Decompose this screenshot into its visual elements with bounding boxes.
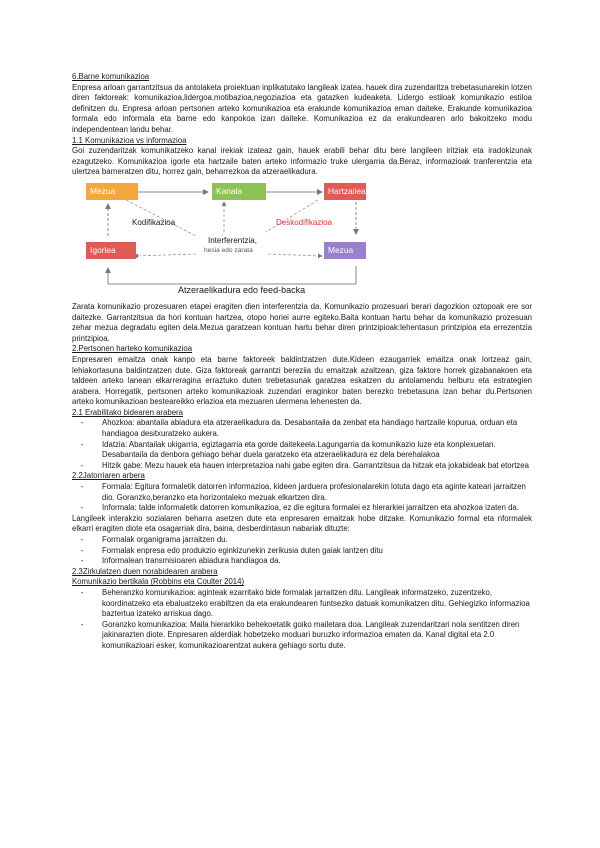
heading-2-3: 2.3Zirkulatzen duen norabidearen arabera [72, 566, 218, 576]
box-mezua-bottom [324, 242, 366, 259]
communication-diagram [86, 180, 366, 298]
list-item: - Informala: talde informaletik datorren komunikazioa, ez die egitura formalei ez hierarkiei jarraitzen eta ahozkoa izaten da. [80, 503, 519, 513]
box-hartzailea-label: Hartzailea [328, 185, 366, 196]
box-kanala [212, 183, 266, 200]
document-page [72, 72, 532, 652]
label-hesia: hesia edo zarata [204, 246, 253, 254]
label-interferentzia: Interferentzia, [208, 235, 257, 245]
intro-paragraph: Enpresa arloan garrantzitsua da antolaketa proiektuan inplikatutako langileak izatea. hauek dira zuzendaritza trebetasunarekin lotzen diren faktoreak: komunikazioa,lidergoa,motibazioa,negoziazioa eta gatazken kudeaketa. Lidergo estiloak komunikazio estiloa definitzen du. Enpresa arloan pertsonen arteko komunikazioa eta erakunde komunikazioa eman daiteke. Erakunde komunikazioa formala edo informala eta barne edo kanpokoa izan daiteke. Komunikazioa ez da erakundearen arlo bakoitzeko modu independentean landu behar. [72, 82, 532, 134]
box-mezua-top-label: Mezua [90, 185, 116, 196]
heading-1-1: 1.1 Komunikazioa vs informazioa [72, 135, 187, 145]
list-item: - Idatzia: Abantailak ukigarria, egiztagarria eta gorde daitekeela.Lagungarria da komunikazio luze eta konplexuetan. Desabantaila da denbora gehiago behar duela garatzeko eta atzeraelikadura ez dela berehalakoa [80, 439, 496, 460]
arrow-center-left [134, 254, 196, 256]
list-item: - Formalak enpresa edo produkzio eginkizunekin zerikusia duten gaiak lantzen ditu [80, 545, 383, 555]
list-differences [72, 535, 532, 567]
paragraph-2: Enpresaren emaitza onak kanpo eta barne faktoreek baldintzatzen dute.Kideen ezaugarriek emaitza onak lortzeaz gain, lehiakortasuna baldintzatzen dute. Giza faktoreak garrantzi bereziia du emaitzak azaltzean, giza faktore horrek gizabanakoen eta taldeen arteko lanean elkarreragina erraztuko duten trebetasunak garatzea eskatzen du antolamendu helburu eta estrategien arabera. Horregatik, pertsonen arteko komunikazioak zuzendari eraginkor baten berezko trebetasuna izan behar du.Pertsonen arteko komunikazioan besteareikko erlazioa eta mezuaren ulermena lehenesten da. [72, 354, 532, 407]
list-item: - Goranzko komunikazioa: Maila hierarkiko behekoetatik goiko mailetara doa. Langileak zuzendaritzari nola sentitzen diren jakinarazten diote. Enpresaren alderdiak hobetzeko moduari buruzko informazioa ematen da. Kanal digital eta 2.0 komunikazioari esker, komunikazioarentzat aukera gehiago sortu dute. [80, 619, 520, 650]
box-igorlea [86, 242, 136, 259]
label-deskodifikazioa: Deskodifikazioa [276, 217, 333, 227]
paragraph-1-1: Goi zuzendaritzak komunikatzeko kanal irekiak izateaz gain, hauek erabili behar ditu bere langileen iritziak eta iradokizunak ezagutzeko. Komunikazioa igorle eta hartzaile baten arteko informazio truke ulergarria da.Beraz, informazioak tranferentzia eta ulertzea barneratzen ditu, horrez gain, beharrezkoa da atzeraelikadura. [72, 146, 532, 177]
box-kanala-label: Kanala [216, 185, 243, 196]
label-feedback: Atzeraelikadura edo feed-backa [178, 284, 306, 295]
arrow-center-right [268, 254, 322, 256]
heading-2-1: 2.1 Erabilitako bidearen arabera [72, 407, 183, 417]
list-2-2 [72, 482, 532, 514]
subheading-bertikala: Komunikazio bertikala (Robbins eta Coulter 2014) [72, 577, 245, 587]
list-item: - Formalak organigrama jarraitzen du. [80, 535, 228, 544]
label-kodifikazioa: Kodifikazioa [132, 217, 176, 227]
list-item: - Beheranzko komunikazioa: aginteak ezarritako bide formalak jarraitzen ditu. Langileak informatzeko, zuzentzeko, koordinatzeko eta ebaluatzeko erabiltzen da eta erakundearen funtsezko datuak komunikatzen ditu. Gehiegizko informazioa baztertua izateko arriskua dago. [80, 587, 530, 619]
list-2-3 [72, 588, 532, 652]
list-item: - Formala: Egitura formaletik datorren informazioa, kideen jarduera profesionalarekin lotuta dago eta aginte kateari jarraitzen dio. Goranzko,beranzko eta horizontaleko mezuak elkartzen dira. [80, 482, 526, 502]
box-igorlea-label: Igorlea [90, 244, 116, 255]
list-item: - Ahozkoa: abantaila abiadura eta atzeraelikadura da. Desabantaila da zenbat eta handiago hartzaile kopurua, orduan eta handiagoa desitxuratzeko aukera. [80, 418, 518, 439]
list-item: - Informalean transmisioaren abiadura handiagoa da. [80, 556, 281, 566]
list-item: - Hitzik gabe: Mezu hauek eta hauen interpretazioa nahi gabe egiten dira. Garrantzitsua da hitzak eta jokabideak bat etortzea [80, 460, 529, 470]
paragraph-zarata: Zarata komunikazio prozesuaren etapei eragiten dien interferentzia da. Komunikazio prozesuari berari dagozkion oztopoak ere sor daitezke. Garrantzitsua da hori kontuan hartzea, otopo horiei aurre egiteko.Baita kontuan hartu behar da komunikazio prozesuan zehar mezua degradatu egiten dela.Mezua garatzean kontuan hartu behar diren printzipioak:lehentasun printzipioa eta errezentzia printzipioa. [72, 301, 532, 343]
box-mezua-bottom-label: Mezua [328, 244, 354, 255]
heading-barne-komunikazioa: 6.Barne komunikazioa [72, 72, 150, 81]
list-2-1 [72, 418, 532, 471]
heading-2-2: 2.2Jatorriaren arbera [72, 471, 145, 481]
box-mezua-top [86, 183, 138, 200]
heading-2: 2.Pertsonen harteko komunikazioa [72, 344, 193, 354]
paragraph-interakzio: Langileek interakzio sozialaren beharra asetzen dute eta enpresaren emaitzak hobe ditzake. Komunikazio formal eta nformalek elkarri eragiten diote eta osagarriak dira, baina, desberdintasun nabariak dituzte: [72, 513, 532, 534]
box-hartzailea [324, 183, 366, 200]
